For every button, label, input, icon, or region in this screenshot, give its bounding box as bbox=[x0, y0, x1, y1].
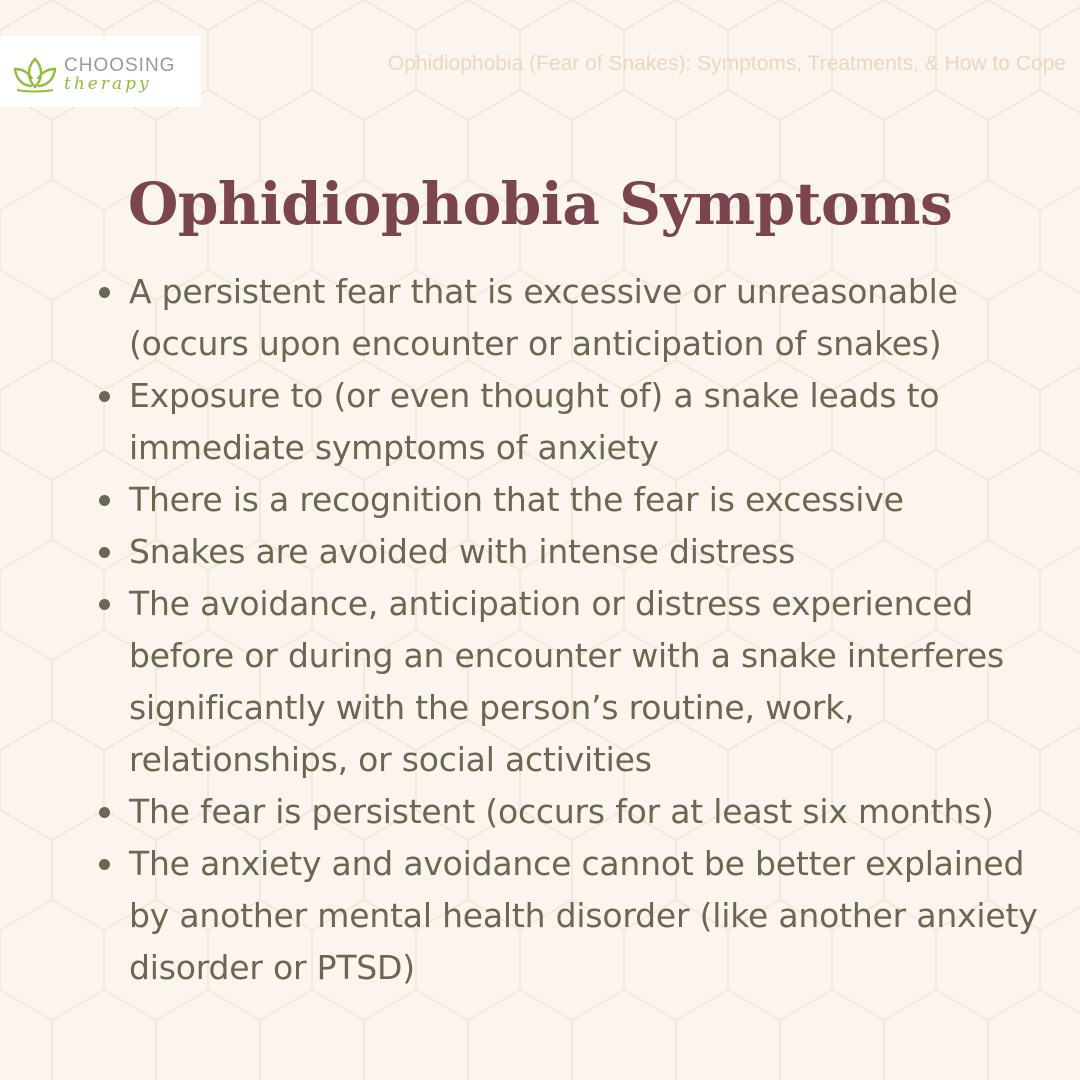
bullet-icon bbox=[99, 807, 110, 818]
list-item-text: There is a recognition that the fear is excessive bbox=[129, 480, 904, 519]
list-item-text: The anxiety and avoidance cannot be better explained by another mental health disorder (like another anxiety disorder or PTSD) bbox=[129, 844, 1038, 987]
list-item-text: Snakes are avoided with intense distress bbox=[129, 532, 796, 571]
bullet-icon bbox=[99, 391, 110, 402]
bullet-icon bbox=[99, 599, 110, 610]
lotus-icon bbox=[11, 53, 59, 93]
page-title: Ophidiophobia Symptoms bbox=[127, 170, 953, 238]
brand-name-line1: CHOOSING bbox=[64, 55, 176, 76]
list-item bbox=[96, 578, 1046, 786]
list-item bbox=[96, 786, 1046, 838]
list-item bbox=[96, 474, 1046, 526]
bullet-icon bbox=[99, 495, 110, 506]
article-title: Ophidiophobia (Fear of Snakes): Symptoms, Treatments, & How to Cope bbox=[387, 52, 1066, 75]
list-item-text: The fear is persistent (occurs for at least six months) bbox=[129, 792, 994, 831]
list-item bbox=[96, 266, 1046, 370]
list-item-text: The avoidance, anticipation or distress experienced before or during an encounter with a snake interferes significantly with the person’s routine, work, relationships, or social activities bbox=[129, 584, 1005, 779]
bullet-icon bbox=[99, 287, 110, 298]
brand-name-line2: therapy bbox=[64, 74, 152, 94]
bullet-icon bbox=[99, 547, 110, 558]
list-item bbox=[96, 526, 1046, 578]
symptom-list bbox=[96, 266, 1046, 994]
brand-logo[interactable] bbox=[0, 36, 201, 107]
bullet-icon bbox=[99, 859, 110, 870]
list-item-text: A persistent fear that is excessive or unreasonable (occurs upon encounter or anticipation of snakes) bbox=[129, 272, 958, 363]
list-item-text: Exposure to (or even thought of) a snake leads to immediate symptoms of anxiety bbox=[129, 376, 940, 467]
list-item bbox=[96, 370, 1046, 474]
list-item bbox=[96, 838, 1046, 994]
